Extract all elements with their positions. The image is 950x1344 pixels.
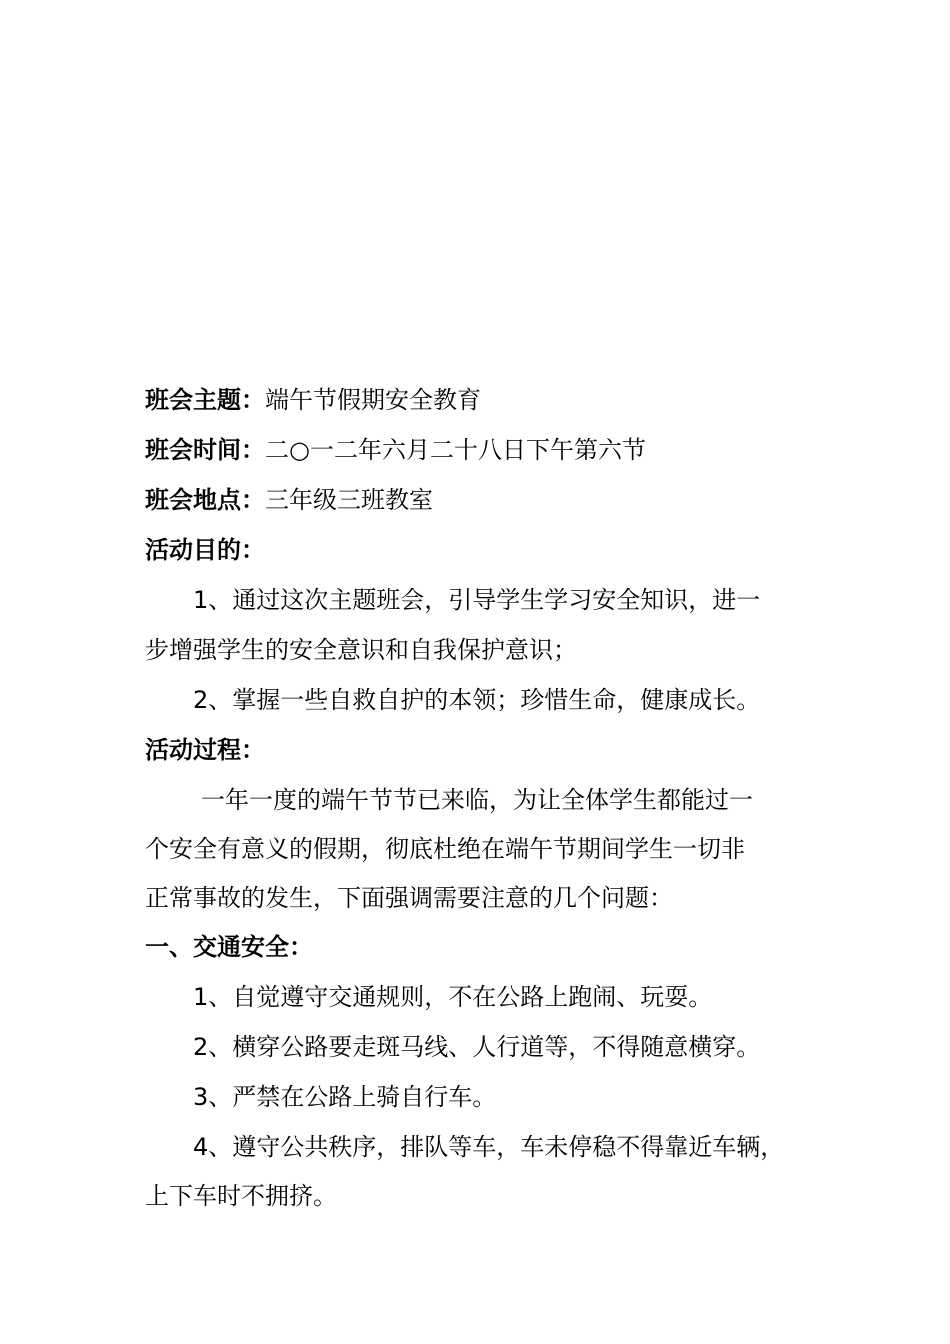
traffic-item-4-line-1: 4、遵守公共秩序，排队等车，车未停稳不得靠近车辆， (193, 1133, 785, 1161)
meeting-theme-value: 端午节假期安全教育 (265, 386, 481, 414)
process-intro-line-2: 个安全有意义的假期，彻底杜绝在端午节期间学生一切非 (145, 835, 745, 863)
meeting-theme-label: 班会主题： (145, 386, 265, 414)
purpose-item-1-line-2: 步增强学生的安全意识和自我保护意识； (145, 636, 577, 664)
traffic-item-3: 3、严禁在公路上骑自行车。 (193, 1083, 497, 1111)
purpose-heading: 活动目的： (145, 536, 265, 564)
meeting-place-label: 班会地点： (145, 486, 265, 514)
traffic-item-2: 2、横穿公路要走斑马线、人行道等，不得随意横穿。 (193, 1033, 761, 1061)
traffic-item-4-line-2: 上下车时不拥挤。 (145, 1182, 337, 1210)
purpose-item-1-line-1: 1、通过这次主题班会，引导学生学习安全知识，进一 (193, 586, 761, 614)
meeting-place-line (145, 485, 825, 515)
process-intro-line-1: 一年一度的端午节节已来临，为让全体学生都能过一 (201, 786, 753, 814)
purpose-item-2: 2、掌握一些自救自护的本领；珍惜生命，健康成长。 (193, 686, 761, 714)
meeting-place-value: 三年级三班教室 (265, 486, 433, 514)
process-intro-line-3: 正常事故的发生，下面强调需要注意的几个问题： (145, 884, 673, 912)
meeting-time-value: 二○一二年六月二十八日下午第六节 (265, 436, 646, 464)
meeting-theme-line (145, 385, 825, 415)
process-heading: 活动过程： (145, 736, 265, 764)
traffic-heading: 一、交通安全： (145, 933, 313, 961)
traffic-item-1: 1、自觉遵守交通规则，不在公路上跑闹、玩耍。 (193, 983, 713, 1011)
meeting-time-label: 班会时间： (145, 436, 265, 464)
meeting-time-line (145, 435, 825, 465)
